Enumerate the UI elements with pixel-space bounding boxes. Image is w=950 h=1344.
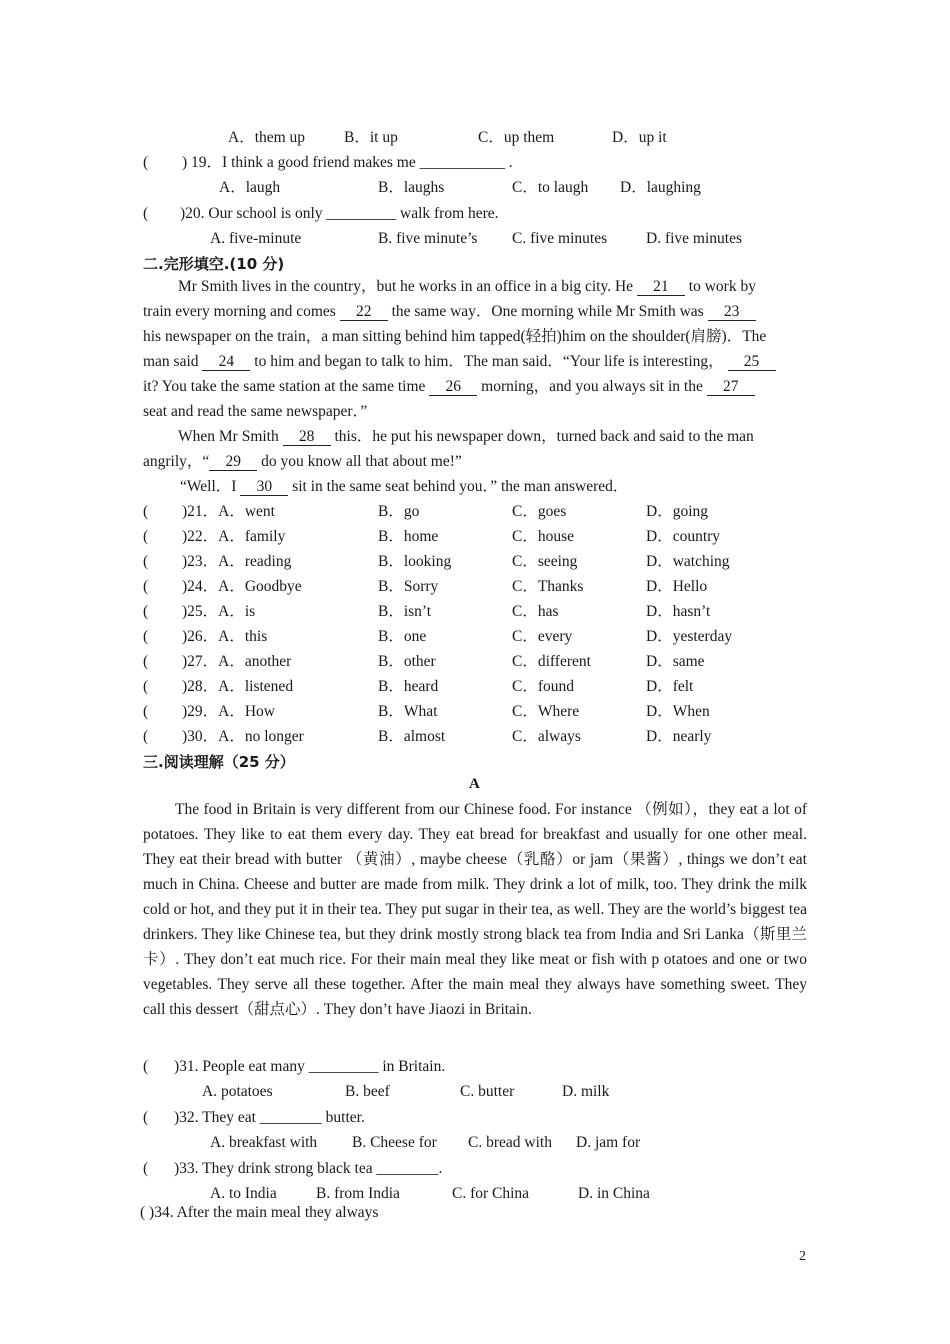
question-option-a: )28．A．listened xyxy=(182,678,294,695)
option-d: D．laughing xyxy=(620,179,701,196)
option-c: C．found xyxy=(512,678,575,695)
option-b: B．home xyxy=(378,528,439,545)
answer-paren: ( xyxy=(143,653,149,670)
cloze-line-6: seat and read the same newspaper．” xyxy=(143,403,368,420)
cloze-text: angrily，“ xyxy=(143,453,210,470)
answer-paren: ( xyxy=(143,703,149,720)
option-a: A. to India xyxy=(210,1185,277,1202)
option-d: D．felt xyxy=(646,678,694,695)
option-b: B．What xyxy=(378,703,438,720)
option-b: B．looking xyxy=(378,553,452,570)
question-option-a: )26．A．this xyxy=(182,628,268,645)
answer-paren: ( xyxy=(143,1109,149,1126)
option-b: B．Sorry xyxy=(378,578,439,595)
question-option-a: )22．A．family xyxy=(182,528,286,545)
question-option-a: )27．A．another xyxy=(182,653,292,670)
option-d: D. milk xyxy=(562,1083,610,1100)
option-a: A．them up xyxy=(228,129,306,146)
option-c: C．Where xyxy=(512,703,580,720)
question-20: )20. Our school is only _________ walk from here. xyxy=(180,205,499,222)
option-a: A. five-minute xyxy=(210,230,302,247)
option-a: A. breakfast with xyxy=(210,1134,318,1151)
blank-30: 30 xyxy=(240,478,288,496)
cloze-text: “Well．I xyxy=(180,478,237,495)
section-title: 二.完形填空.(10 分) xyxy=(143,255,285,273)
option-c: C．different xyxy=(512,653,591,670)
blank-21: 21 xyxy=(637,278,685,296)
option-d: D．going xyxy=(646,503,709,520)
question-option-a: )23．A．reading xyxy=(182,553,292,570)
answer-paren: ( xyxy=(143,553,149,570)
blank-25: 25 xyxy=(728,353,776,371)
cloze-text: to work by xyxy=(688,278,756,295)
question-option-a: )21．A．went xyxy=(182,503,275,520)
option-d: D．hasn’t xyxy=(646,603,711,620)
answer-paren: ( xyxy=(143,1058,149,1075)
option-c: C. bread with xyxy=(468,1134,552,1151)
option-d: D．Hello xyxy=(646,578,708,595)
cloze-line-2 xyxy=(143,302,756,322)
blank-26: 26 xyxy=(429,378,477,396)
page-number: 2 xyxy=(799,1249,806,1264)
question-19-close-paren: ) xyxy=(182,154,188,171)
option-b: B．one xyxy=(378,628,427,645)
option-c: C．Thanks xyxy=(512,578,584,595)
option-c: C．house xyxy=(512,528,575,545)
question-19-text: 19．I think a good friend makes me ___________ . xyxy=(191,154,513,171)
option-c: C．up them xyxy=(478,129,555,146)
option-d: D．same xyxy=(646,653,705,670)
option-c: C. for China xyxy=(452,1185,530,1202)
question-option-a: )29．A．How xyxy=(182,703,275,720)
question-32: )32. They eat ________ butter. xyxy=(174,1109,365,1126)
cloze-text: morning，and you always sit in the xyxy=(481,378,703,395)
cloze-line-5 xyxy=(143,377,755,397)
cloze-text: it? You take the same station at the same time xyxy=(143,378,426,395)
answer-paren: ( xyxy=(143,578,149,595)
question-34-text: ( )34. After the main meal they always xyxy=(140,1204,379,1221)
option-c: C. butter xyxy=(460,1083,515,1100)
cloze-text: do you know all that about me!” xyxy=(261,453,462,470)
question-option-a: )30．A．no longer xyxy=(182,728,304,745)
cloze-line-1 xyxy=(178,277,756,297)
cloze-text: Mr Smith lives in the country，but he works in an office in a big city. He xyxy=(178,278,634,295)
cloze-text: When Mr Smith xyxy=(178,428,279,445)
option-c: C. five minutes xyxy=(512,230,608,247)
cloze-text: the same way．One morning while Mr Smith was xyxy=(391,303,704,320)
option-c: C．every xyxy=(512,628,573,645)
blank-24: 24 xyxy=(202,353,250,371)
option-b: B. beef xyxy=(345,1083,390,1100)
cloze-text: sit in the same seat behind you．” the man answered． xyxy=(292,478,629,495)
option-b: B．go xyxy=(378,503,420,520)
passage-label: A xyxy=(469,776,480,792)
option-b: B．heard xyxy=(378,678,439,695)
option-d: D．When xyxy=(646,703,710,720)
cloze-line-3: his newspaper on the train，a man sitting behind him tapped(轻拍)him on the shoulder(肩膀)．The xyxy=(143,328,767,345)
question-31: )31. People eat many _________ in Britain. xyxy=(174,1058,446,1075)
option-a: A. potatoes xyxy=(202,1083,273,1100)
option-b: B．other xyxy=(378,653,436,670)
cloze-line-7 xyxy=(178,427,754,447)
question-33: )33. They drink strong black tea ________. xyxy=(174,1160,443,1177)
cloze-text: this．he put his newspaper down，turned back and said to the man xyxy=(334,428,754,445)
option-d: D. five minutes xyxy=(646,230,742,247)
option-b: B. five minute’s xyxy=(378,230,478,247)
option-b: B．isn’t xyxy=(378,603,432,620)
cloze-text: man said xyxy=(143,353,199,370)
option-d: D．country xyxy=(646,528,721,545)
blank-29: 29 xyxy=(209,453,257,471)
cloze-line-8 xyxy=(143,452,462,472)
answer-paren: ( xyxy=(143,628,149,645)
option-b: B. from India xyxy=(316,1185,400,1202)
answer-paren: ( xyxy=(143,503,149,520)
option-c: C．has xyxy=(512,603,559,620)
option-c: C．seeing xyxy=(512,553,578,570)
option-d: D. jam for xyxy=(576,1134,641,1151)
answer-paren: ( xyxy=(143,528,149,545)
answer-paren: ( xyxy=(143,1160,149,1177)
reading-passage xyxy=(143,797,807,1022)
blank-23: 23 xyxy=(708,303,756,321)
option-b: B．laughs xyxy=(378,179,445,196)
cloze-line-9 xyxy=(180,477,628,497)
option-d: D．up it xyxy=(612,129,667,146)
blank-28: 28 xyxy=(283,428,331,446)
answer-paren: ( xyxy=(143,678,149,695)
option-d: D．watching xyxy=(646,553,730,570)
blank-22: 22 xyxy=(340,303,388,321)
option-b: B. Cheese for xyxy=(352,1134,437,1151)
blank-27: 27 xyxy=(707,378,755,396)
option-d: D．yesterday xyxy=(646,628,733,645)
option-c: C．always xyxy=(512,728,581,745)
option-c: C．goes xyxy=(512,503,567,520)
option-d: D. in China xyxy=(578,1185,650,1202)
question-19 xyxy=(182,153,513,173)
question-34-cutoff xyxy=(140,1204,379,1221)
cloze-line-4 xyxy=(143,352,776,372)
answer-paren: ( xyxy=(143,205,149,222)
option-b: B．almost xyxy=(378,728,446,745)
question-option-a: )25．A．is xyxy=(182,603,256,620)
cloze-text: train every morning and comes xyxy=(143,303,336,320)
option-d: D．nearly xyxy=(646,728,712,745)
section-title: 三.阅读理解（25 分） xyxy=(143,753,295,771)
cloze-text: to him and began to talk to him．The man said．“Your life is interesting， xyxy=(254,353,724,370)
option-a: A．laugh xyxy=(219,179,281,196)
answer-paren: ( xyxy=(143,728,149,745)
answer-paren: ( xyxy=(143,154,149,171)
answer-paren: ( xyxy=(143,603,149,620)
option-b: B．it up xyxy=(344,129,398,146)
passage-text: The food in Britain is very different from our Chinese food. For instance （例如），they eat a lot of potatoes. They like to eat them every day. They eat bread for breakfast and usually for one other meal. They eat their bread with butter （黄油）, maybe cheese（乳酪）or jam（果酱）, things we don’t eat much in China. Cheese and butter are made from milk. They drink a lot of milk, too. They drink the milk cold or hot, and they put it in their tea. They put sugar in their tea, as well. They are the world’s biggest tea drinkers. They like Chinese tea, but they drink mostly strong black tea from India and Sri Lanka（斯里兰卡）. They don’t eat much rice. For their main meal they like meat or fish with p otatoes and one or two vegetables. They serve all these together. After the main meal they always have something sweet. They call this dessert（甜点心）. They don’t have Jiaozi in Britain. xyxy=(143,801,807,1018)
question-option-a: )24．A．Goodbye xyxy=(182,578,302,595)
option-c: C．to laugh xyxy=(512,179,589,196)
